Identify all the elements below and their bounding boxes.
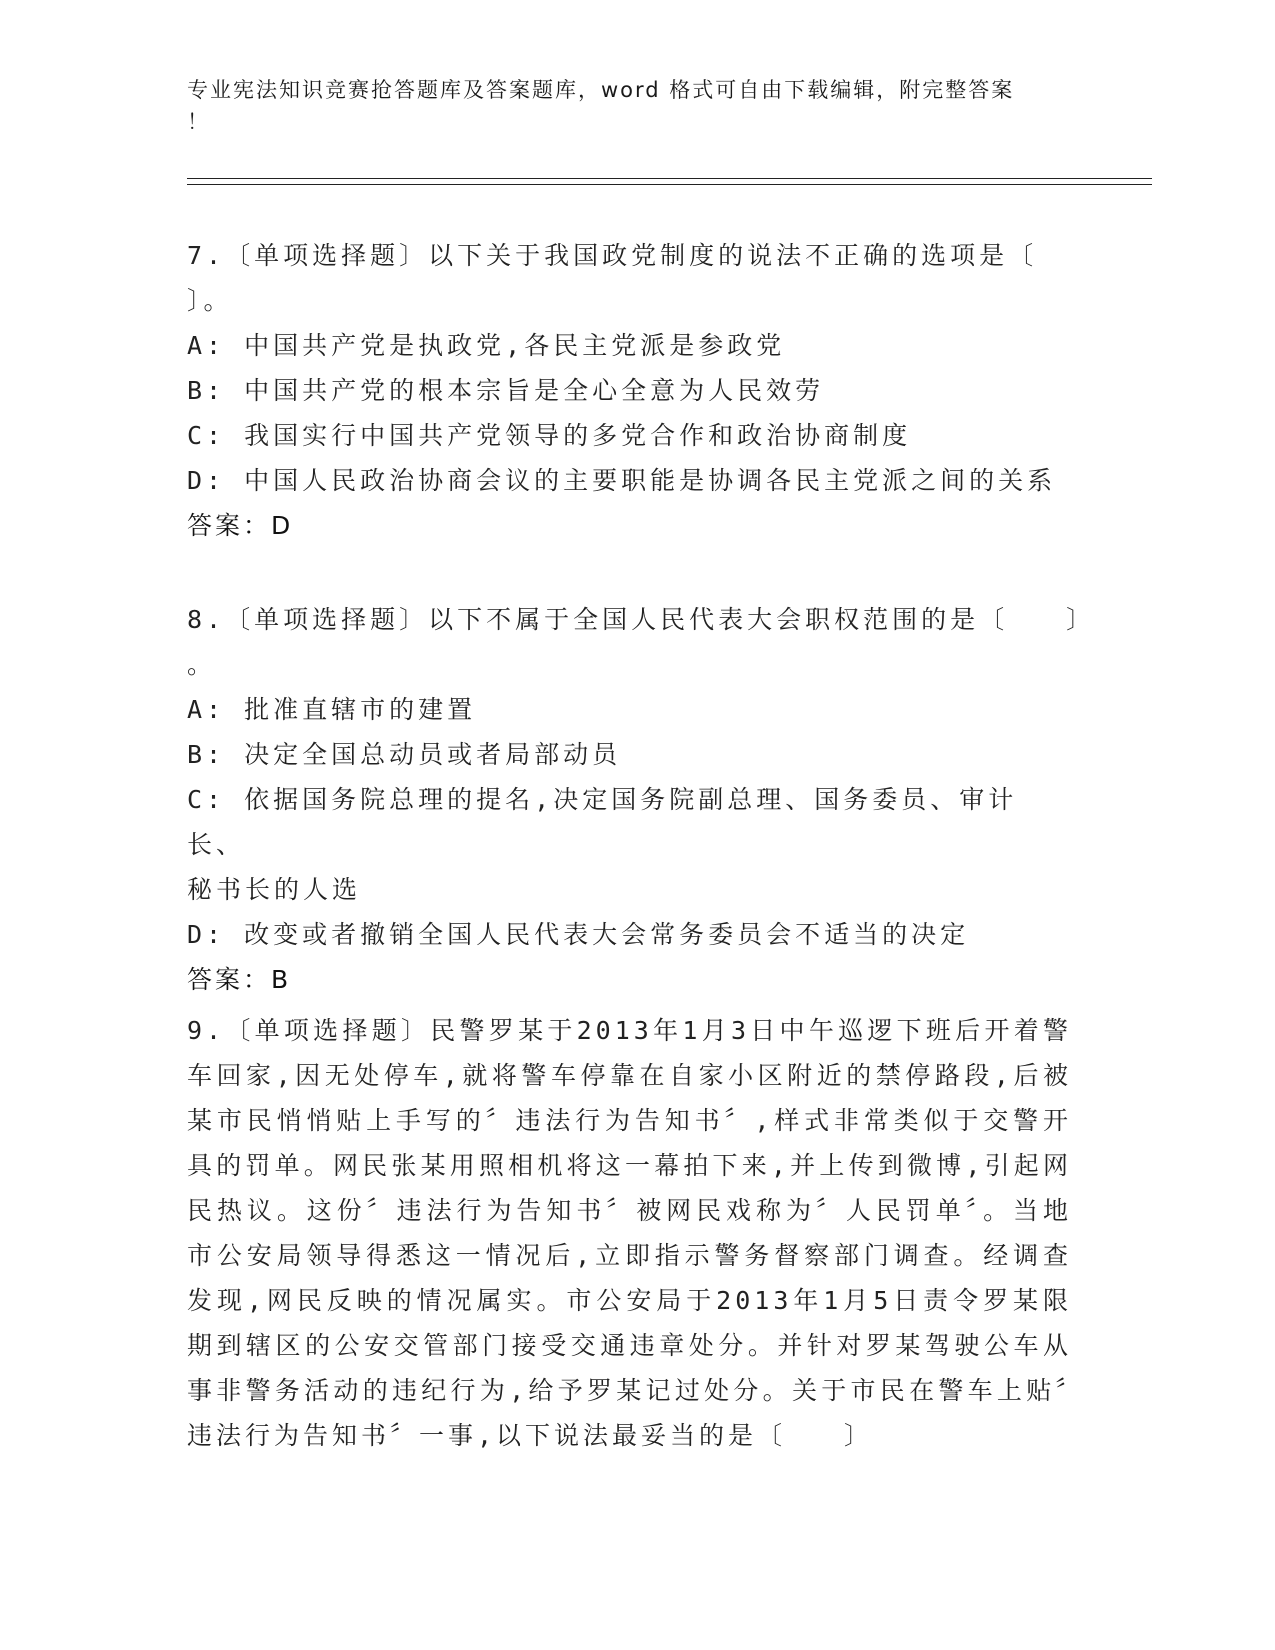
- answer-line: 答案：B: [187, 965, 292, 994]
- option-c-continuation: [187, 867, 1072, 912]
- question-7: [187, 233, 1072, 547]
- option-b: [187, 368, 1072, 413]
- option-d: [187, 912, 1072, 957]
- option-label: A:: [187, 695, 226, 724]
- option-a: [187, 323, 1072, 368]
- header-divider-top: [187, 178, 1152, 179]
- option-text: 中国人民政治协商会议的主要职能是协调各民主党派之间的关系: [244, 466, 1057, 495]
- document-header: [187, 74, 1067, 138]
- question-stem-line2: 〕。: [187, 286, 233, 315]
- header-divider-bottom: [187, 184, 1152, 185]
- option-label: A:: [187, 331, 226, 360]
- option-c: [187, 413, 1072, 458]
- option-c: [187, 777, 1072, 867]
- answer-line: 答案：D: [187, 511, 294, 540]
- question-9: [187, 1008, 1072, 1458]
- option-text: 决定全国总动员或者局部动员: [244, 740, 622, 769]
- option-text: 改变或者撤销全国人民代表大会常务委员会不适当的决定: [244, 920, 970, 949]
- option-text: 批准直辖市的建置: [244, 695, 477, 724]
- option-a: [187, 687, 1072, 732]
- header-text-line2: ！: [187, 110, 210, 134]
- option-d: [187, 458, 1072, 503]
- option-text: 依据国务院总理的提名,决定国务院副总理、国务委员、审计长、: [187, 785, 1018, 859]
- option-text: 中国共产党的根本宗旨是全心全意为人民效劳: [244, 376, 825, 405]
- question-stem-line1: 8.〔单项选择题〕以下不属于全国人民代表大会职权范围的是〔 〕: [187, 605, 1096, 634]
- option-text: 中国共产党是执政党,各民主党派是参政党: [244, 331, 786, 360]
- option-text-continuation: 秘书长的人选: [187, 875, 362, 904]
- option-label: D:: [187, 920, 226, 949]
- option-label: D:: [187, 466, 226, 495]
- question-stem-line1: 7.〔单项选择题〕以下关于我国政党制度的说法不正确的选项是〔: [187, 241, 1038, 270]
- option-label: B:: [187, 740, 226, 769]
- option-text: 我国实行中国共产党领导的多党合作和政治协商制度: [244, 421, 912, 450]
- question-stem-line2: 。: [187, 650, 217, 679]
- question-stem: 9.〔单项选择题〕民警罗某于2013年1月3日中午巡逻下班后开着警车回家,因无处停车,就将警车停靠在自家小区附近的禁停路段,后被某市民悄悄贴上手写的〞违法行为告知书〞,样式非常类似于交警开具的罚单。网民张某用照相机将这一幕拍下来,并上传到微博,引起网民热议。这份〞违法行为告知书〞被网民戏称为〞人民罚单〞。当地市公安局领导得悉这一情况后,立即指示警务督察部门调查。经调查发现,网民反映的情况属实。市公安局于2013年1月5日责令罗某限期到辖区的公安交管部门接受交通违章处分。并针对罗某驾驶公车从事非警务活动的违纪行为,给予罗某记过处分。关于市民在警车上贴〞违法行为告知书〞一事,以下说法最妥当的是〔 〕: [187, 1016, 1072, 1450]
- header-text-line1: 专业宪法知识竞赛抢答题库及答案题库，word 格式可自由下载编辑，附完整答案: [187, 78, 1015, 102]
- option-label: C:: [187, 785, 226, 814]
- question-8: [187, 597, 1096, 1001]
- option-label: B:: [187, 376, 226, 405]
- option-label: C:: [187, 421, 226, 450]
- option-b: [187, 732, 1072, 777]
